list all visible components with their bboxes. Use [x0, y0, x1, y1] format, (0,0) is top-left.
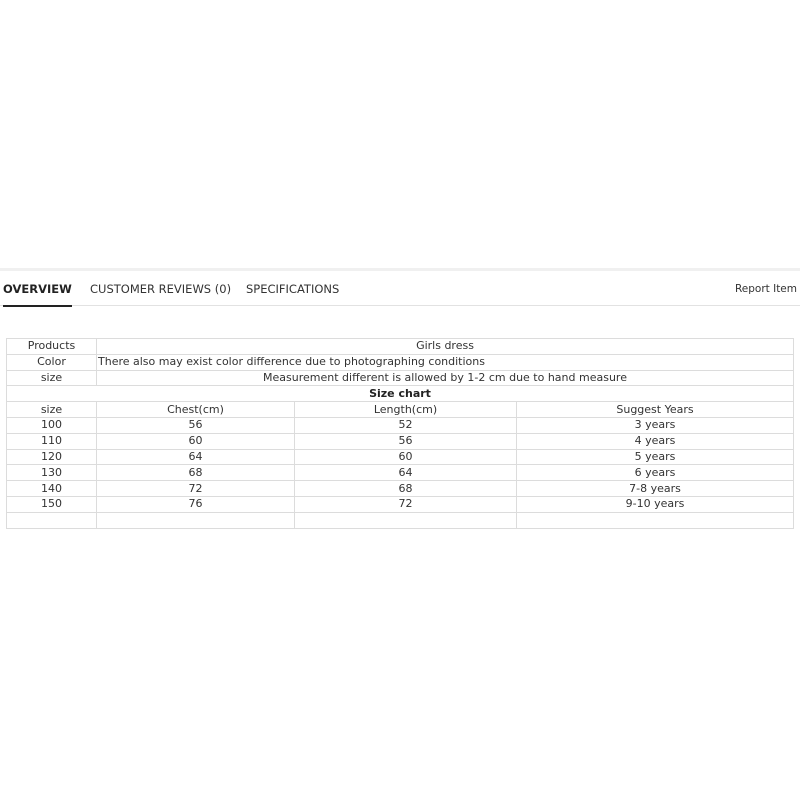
- tab-customer-reviews[interactable]: CUSTOMER REVIEWS (0): [90, 282, 232, 296]
- table-row: [7, 465, 794, 481]
- size-chart-header-row: [7, 402, 794, 418]
- cell-chest: 72: [97, 481, 295, 497]
- table-row: [7, 433, 794, 449]
- color-row: [7, 354, 794, 370]
- cell-size: 140: [7, 481, 97, 497]
- size-chart-title: Size chart: [7, 386, 794, 402]
- size-chart-table: [6, 338, 794, 529]
- cell-size: 130: [7, 465, 97, 481]
- cell-chest: 76: [97, 496, 295, 512]
- cell-length: 68: [295, 481, 517, 497]
- products-label: Products: [7, 339, 97, 355]
- size-note-value: Measurement different is allowed by 1-2 cm due to hand measure: [97, 370, 794, 386]
- cell-length: 64: [295, 465, 517, 481]
- empty-cell: [295, 512, 517, 528]
- color-label: Color: [7, 354, 97, 370]
- table-row: [7, 481, 794, 497]
- cell-size: 110: [7, 433, 97, 449]
- cell-years: 5 years: [517, 449, 794, 465]
- cell-length: 60: [295, 449, 517, 465]
- empty-cell: [517, 512, 794, 528]
- cell-size: 120: [7, 449, 97, 465]
- header-chest: Chest(cm): [97, 402, 295, 418]
- cell-chest: 68: [97, 465, 295, 481]
- cell-size: 150: [7, 496, 97, 512]
- products-row: [7, 339, 794, 355]
- empty-row: [7, 512, 794, 528]
- cell-years: 3 years: [517, 417, 794, 433]
- size-chart-title-row: [7, 386, 794, 402]
- tab-specifications[interactable]: SPECIFICATIONS: [246, 282, 340, 296]
- products-value: Girls dress: [97, 339, 794, 355]
- cell-years: 9-10 years: [517, 496, 794, 512]
- cell-length: 72: [295, 496, 517, 512]
- table-row: [7, 449, 794, 465]
- size-note-label: size: [7, 370, 97, 386]
- tab-overview[interactable]: OVERVIEW: [3, 271, 72, 306]
- cell-chest: 60: [97, 433, 295, 449]
- product-tab-bar: [0, 271, 800, 306]
- header-length: Length(cm): [295, 402, 517, 418]
- table-row: [7, 417, 794, 433]
- empty-cell: [7, 512, 97, 528]
- cell-chest: 56: [97, 417, 295, 433]
- cell-length: 52: [295, 417, 517, 433]
- cell-years: 7-8 years: [517, 481, 794, 497]
- table-row: [7, 496, 794, 512]
- cell-years: 4 years: [517, 433, 794, 449]
- size-note-row: [7, 370, 794, 386]
- cell-length: 56: [295, 433, 517, 449]
- cell-years: 6 years: [517, 465, 794, 481]
- header-suggest-years: Suggest Years: [517, 402, 794, 418]
- cell-chest: 64: [97, 449, 295, 465]
- color-value: There also may exist color difference due to photographing conditions: [97, 354, 794, 370]
- header-size: size: [7, 402, 97, 418]
- empty-cell: [97, 512, 295, 528]
- cell-size: 100: [7, 417, 97, 433]
- report-item-link[interactable]: Report Item: [734, 283, 797, 295]
